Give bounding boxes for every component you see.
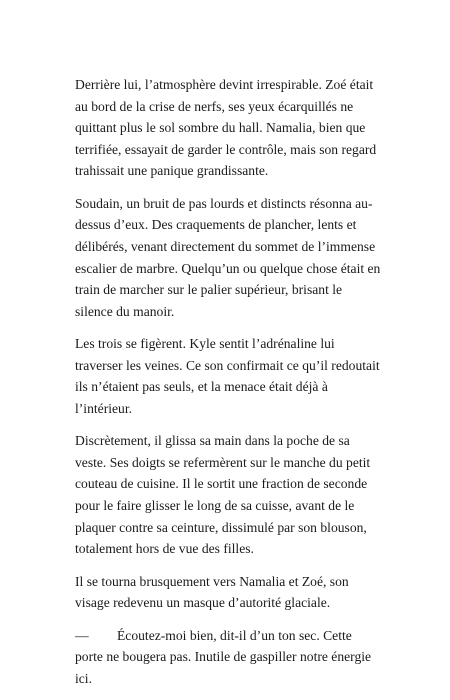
body-text <box>75 74 381 700</box>
paragraph-4: Discrètement, il glissa sa main dans la poche de sa veste. Ses doigts se refermèrent sur le manche du petit couteau de cuisine. Il le sortit une fraction de seconde pour le faire glisser le long de sa cuisse, avant de le plaquer contre sa ceinture, dissimulé par son blouson, totalement hors de vue des filles. <box>75 433 371 557</box>
dialogue-paragraph <box>75 625 381 690</box>
dialogue-text: Écoutez-moi bien, dit-il d’un ton sec. Cette porte ne bougera pas. Inutile de gaspiller notre énergie ici. <box>75 627 372 686</box>
paragraph-2: Soudain, un bruit de pas lourds et distincts résonna au-dessus d’eux. Des craquements de plancher, lents et délibérés, venant directement du sommet de l’immense escalier de marbre. Quelqu’un ou quelque chose était en train de marcher sur le palier supérieur, brisant le silence du manoir. <box>75 195 381 319</box>
dialogue-dash: — <box>75 627 89 643</box>
paragraph-1: Derrière lui, l’atmosphère devint irrespirable. Zoé était au bord de la crise de nerfs, ses yeux écarquillés ne quittant plus le sol sombre du hall. Namalia, bien que terrifiée, essayait de garder le contrôle, mais son regard trahissait une panique grandissante. <box>75 77 377 179</box>
paragraph-5: Il se tourna brusquement vers Namalia et Zoé, son visage redevenu un masque d’autorité glaciale. <box>75 573 349 611</box>
paragraph-3: Les trois se figèrent. Kyle sentit l’adrénaline lui traverser les veines. Ce son confirmait ce qu’il redoutait ils n’étaient pas seuls, et la menace était déjà à l’intérieur. <box>75 336 380 416</box>
